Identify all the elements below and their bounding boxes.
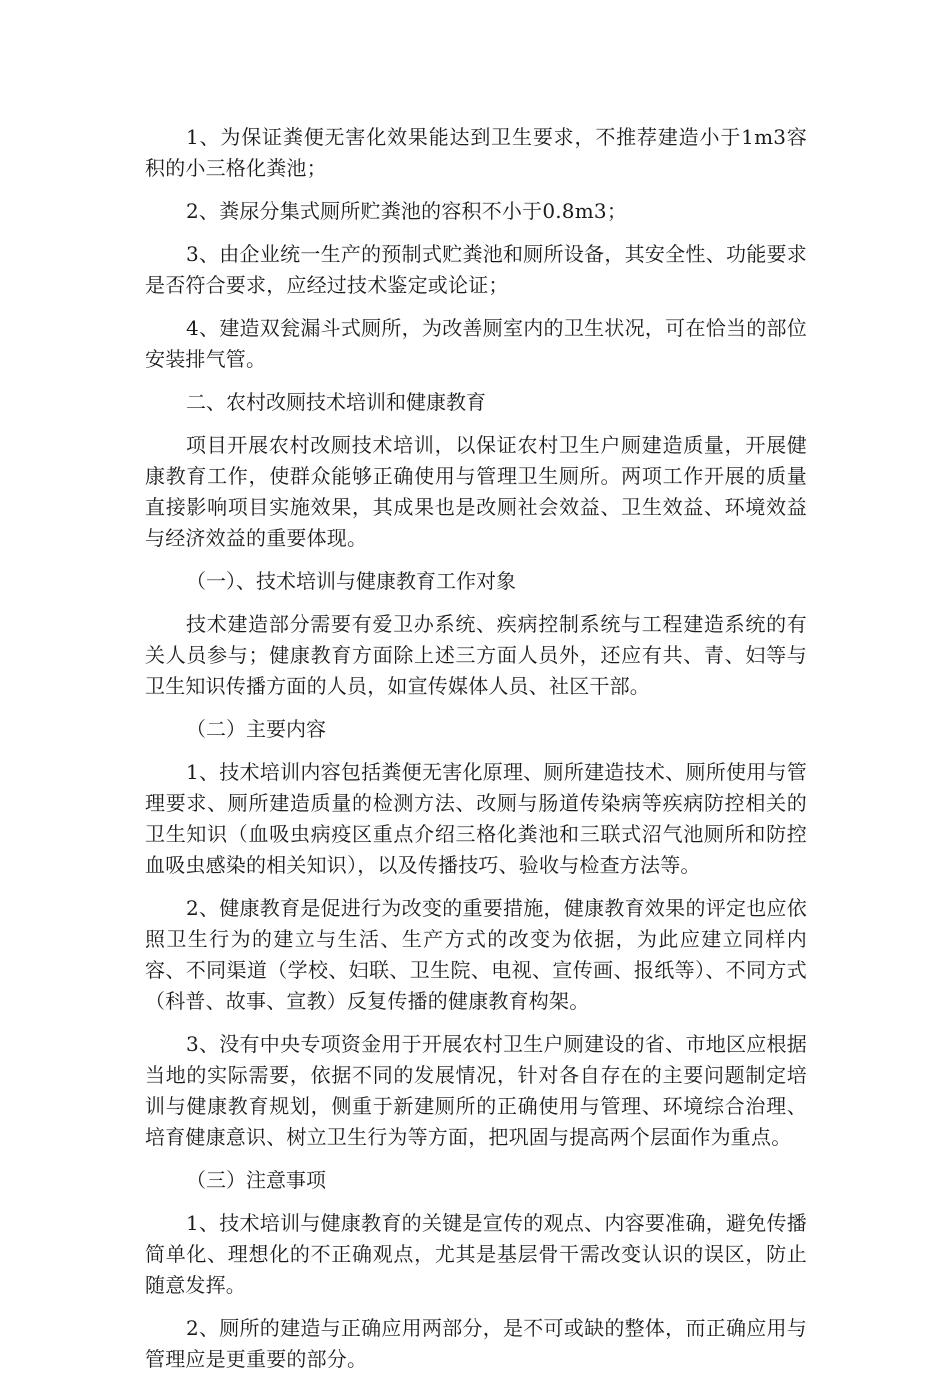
paragraph-notes-1: 1、技术培训与健康教育的关键是宣传的观点、内容要准确，避免传播简单化、理想化的不正确观点，尤其是基层骨干需改变认识的误区，防止随意发挥。: [145, 1211, 807, 1297]
section-heading-2: 二、农村改厕技术培训和健康教育: [186, 390, 486, 414]
document-page: [145, 122, 807, 1387]
paragraph-1: 1、为保证粪便无害化效果能达到卫生要求，不推荐建造小于1m3容积的小三格化粪池；: [145, 125, 807, 180]
subheading-2: （二）主要内容: [186, 717, 326, 741]
subheading-1: （一）、技术培训与健康教育工作对象: [186, 569, 516, 593]
paragraph-targets: 技术建造部分需要有爱卫办系统、疾病控制系统与工程建造系统的有关人员参与；健康教育方面除上述三方面人员外，还应有共、青、妇等与卫生知识传播方面的人员，如宣传媒体人员、社区干部。: [145, 612, 807, 698]
paragraph-intro: 项目开展农村改厕技术培训，以保证农村卫生户厕建造质量，开展健康教育工作，使群众能够正确使用与管理卫生厕所。两项工作开展的质量直接影响项目实施效果，其成果也是改厕社会效益、卫生效益、环境效益与经济效益的重要体现。: [145, 433, 807, 550]
paragraph-2: 2、粪尿分集式厕所贮粪池的容积不小于0.8m3；: [186, 199, 628, 223]
subheading-3: （三）注意事项: [186, 1168, 326, 1192]
paragraph-4: 4、建造双瓮漏斗式厕所，为改善厕室内的卫生状况，可在恰当的部位安装排气管。: [145, 316, 807, 371]
paragraph-notes-2: 2、厕所的建造与正确应用两部分，是不可或缺的整体，而正确应用与管理应是更重要的部分。: [145, 1316, 807, 1371]
paragraph-content-3: 3、没有中央专项资金用于开展农村卫生户厕建设的省、市地区应根据当地的实际需要，依据不同的发展情况，针对各自存在的主要问题制定培训与健康教育规划，侧重于新建厕所的正确使用与管理、环境综合治理、培育健康意识、树立卫生行为等方面，把巩固与提高两个层面作为重点。: [145, 1032, 807, 1149]
paragraph-content-2: 2、健康教育是促进行为改变的重要措施，健康教育效果的评定也应依照卫生行为的建立与生活、生产方式的改变为依据，为此应建立同样内容、不同渠道（学校、妇联、卫生院、电视、宣传画、报纸等）、不同方式（科普、故事、宣教）反复传播的健康教育构架。: [145, 896, 807, 1013]
paragraph-3: 3、由企业统一生产的预制式贮粪池和厕所设备，其安全性、功能要求是否符合要求，应经过技术鉴定或论证；: [145, 242, 807, 297]
paragraph-content-1: 1、技术培训内容包括粪便无害化原理、厕所建造技术、厕所使用与管理要求、厕所建造质量的检测方法、改厕与肠道传染病等疾病防控相关的卫生知识（血吸虫病疫区重点介绍三格化粪池和三联式沼气池厕所和防控血吸虫感染的相关知识），以及传播技巧、验收与检查方法等。: [145, 760, 807, 877]
